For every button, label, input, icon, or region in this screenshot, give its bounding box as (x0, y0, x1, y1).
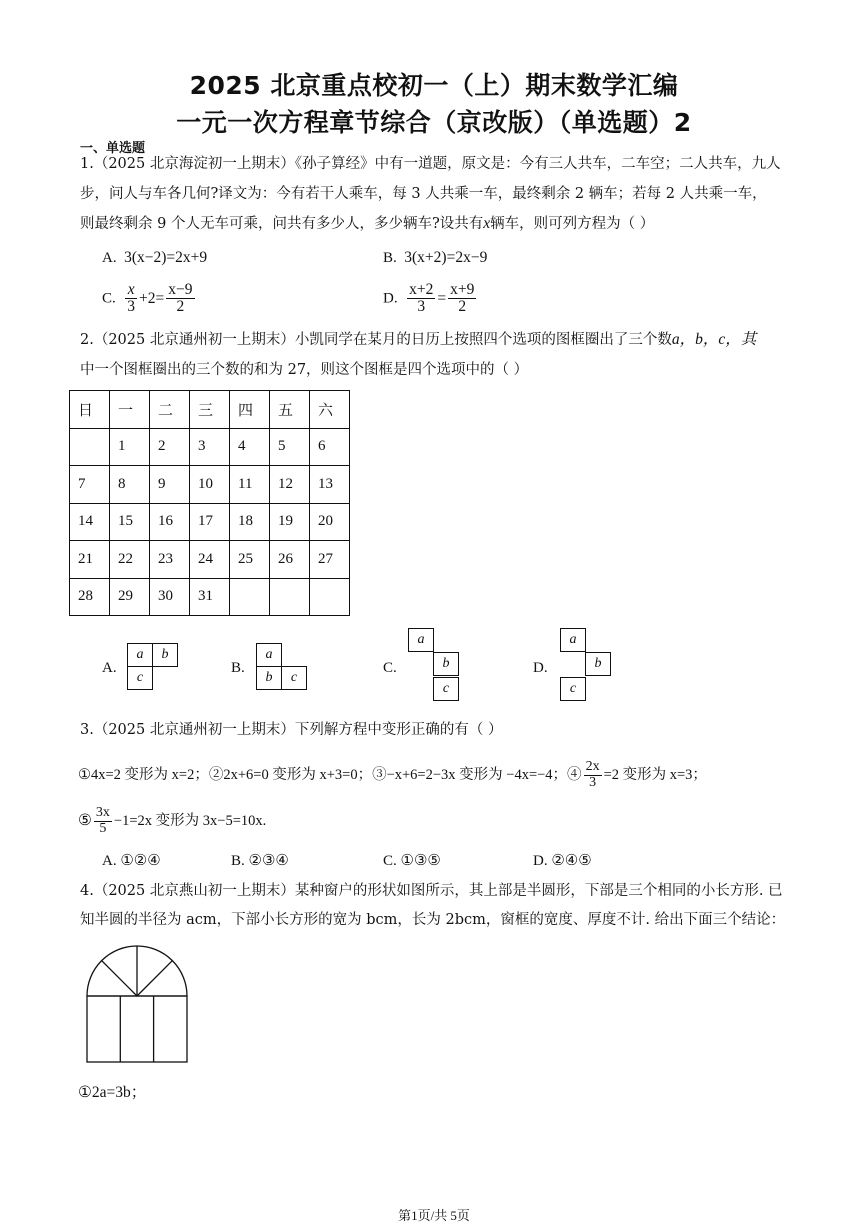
calendar-cell: 6 (310, 428, 350, 466)
calendar-header-row (70, 391, 350, 429)
calendar-cell: 31 (190, 578, 230, 616)
calendar-cell: 15 (110, 503, 150, 541)
q1-option-c[interactable]: C. $\frac{x}{3}$ +2= $\frac{x-9}{2}$ (102, 281, 193, 316)
calendar-cell: 16 (150, 503, 190, 541)
q2-option-d-label[interactable]: D. (533, 660, 548, 676)
figure-cell-a: a (560, 628, 586, 652)
figure-cell-a: a (408, 628, 434, 652)
window-radius-line (102, 961, 137, 996)
q2-option-c-label[interactable]: C. (383, 660, 397, 676)
calendar-row (70, 503, 350, 541)
q4-line-2: 知半圆的半径为 acm，下部小长方形的宽为 bcm，长为 2bcm，窗框的宽度、厚度不计. 给出下面三个结论： (80, 912, 786, 928)
q1-line-3: 则最终剩余 9 个人无车可乘，问共有多少人，多少辆车?设共有x辆车，则可列方程为（ ） (80, 215, 655, 232)
calendar-cell: 9 (150, 466, 190, 504)
calendar-cell: 2 (150, 428, 190, 466)
figure-cell-b: b (433, 652, 459, 676)
calendar-cell: 27 (310, 541, 350, 579)
q3-option-d[interactable]: D. ②④⑤ (533, 853, 592, 869)
figure-cell-c: c (127, 666, 153, 690)
calendar-cell: 13 (310, 466, 350, 504)
calendar-cell: 20 (310, 503, 350, 541)
q3-line-1: 3.（2025 北京通州初一上期末）下列解方程中变形正确的有（ ） (80, 722, 503, 738)
figure-cell-a: a (127, 643, 153, 667)
calendar-cell (270, 578, 310, 616)
calendar-cell: 11 (230, 466, 270, 504)
calendar-cell: 22 (110, 541, 150, 579)
calendar-cell: 12 (270, 466, 310, 504)
q3-option-b[interactable]: B. ②③④ (231, 853, 289, 869)
q4-line-1: 4.（2025 北京燕山初一上期末）某种窗户的形状如图所示，其上部是半圆形，下部是三个相同的小长方形. 已 (80, 883, 783, 899)
q4-conclusion-1: ①2a=3b； (78, 1084, 147, 1101)
calendar-cell: 10 (190, 466, 230, 504)
calendar-cell: 24 (190, 541, 230, 579)
calendar-cell: 8 (110, 466, 150, 504)
window-figure (84, 943, 190, 1065)
calendar-header-cell: 二 (150, 391, 190, 429)
q1-option-b[interactable]: B. 3(x+2)=2x−9 (383, 249, 488, 266)
calendar-cell: 1 (110, 428, 150, 466)
q1-line-1: 1.（2025 北京海淀初一上期末）《孙子算经》中有一道题，原文是：今有三人共车，二车空；二人共车，九人 (80, 156, 781, 172)
figure-cell-c: c (560, 677, 586, 701)
page-subtitle: 一元一次方程章节综合（京改版）（单选题）2 (176, 108, 692, 137)
calendar-cell: 3 (190, 428, 230, 466)
q1-line-2: 步，问人与车各几何?译文为：今有若干人乘车，每 3 人共乘一车，最终剩余 2 辆车；若每 2 人共乘一车， (80, 186, 767, 202)
calendar-cell: 25 (230, 541, 270, 579)
q3-option-a[interactable]: A. ①②④ (102, 853, 161, 869)
calendar-cell: 28 (70, 578, 110, 616)
calendar-cell: 17 (190, 503, 230, 541)
figure-cell-b: b (152, 643, 178, 667)
q3-items-line: ①4x=2 变形为 x=2；②2x+6=0 变形为 x+3=0；③−x+6=2−3x 变形为 −4x=−4；④ $\frac{2x}{3}$ =2 变形为 x=3； (78, 759, 707, 790)
q2-line-2: 中一个图框圈出的三个数的和为 27，则这个图框是四个选项中的（ ） (80, 362, 529, 378)
calendar-header-cell: 五 (270, 391, 310, 429)
calendar-row (70, 428, 350, 466)
q1-option-a[interactable]: A. 3(x−2)=2x+9 (102, 249, 208, 266)
q2-option-a-label[interactable]: A. (102, 660, 117, 676)
calendar-header-cell: 六 (310, 391, 350, 429)
calendar-cell: 29 (110, 578, 150, 616)
section-heading: 一、单选题 (80, 141, 146, 156)
calendar-header-cell: 三 (190, 391, 230, 429)
calendar-cell: 26 (270, 541, 310, 579)
calendar-table (69, 390, 350, 616)
calendar-cell: 14 (70, 503, 110, 541)
calendar-cell: 19 (270, 503, 310, 541)
calendar-cell: 4 (230, 428, 270, 466)
calendar-cell: 21 (70, 541, 110, 579)
calendar-cell (310, 578, 350, 616)
q1-option-d[interactable]: D. $\frac{x+2}{3}$ = $\frac{x+9}{2}$ (383, 281, 475, 316)
calendar-header-cell: 日 (70, 391, 110, 429)
figure-cell-c: c (281, 666, 307, 690)
calendar-cell: 18 (230, 503, 270, 541)
calendar-cell: 23 (150, 541, 190, 579)
figure-cell-c: c (433, 677, 459, 701)
calendar-row (70, 466, 350, 504)
calendar-row (70, 541, 350, 579)
q3-option-c[interactable]: C. ①③⑤ (383, 853, 441, 869)
calendar-header-cell: 一 (110, 391, 150, 429)
page-footer: 第1页/共 5页 (398, 1208, 470, 1223)
q2-line-1: 2.（2025 北京通州初一上期末）小凯同学在某月的日历上按照四个选项的图框圈出了三个数a，b，c，其 (80, 331, 757, 348)
page-title: 2025 北京重点校初一（上）期末数学汇编 (189, 71, 679, 100)
window-lower-frame (87, 996, 187, 1062)
q3-item-5: ⑤ $\frac{3x}{5}$ −1=2x 变形为 3x−5=10x. (78, 805, 267, 836)
calendar-cell: 30 (150, 578, 190, 616)
calendar-cell (230, 578, 270, 616)
figure-cell-a: a (256, 643, 282, 667)
figure-cell-b: b (256, 666, 282, 690)
window-radius-line (137, 961, 172, 996)
calendar-cell (70, 428, 110, 466)
figure-cell-b: b (585, 652, 611, 676)
calendar-row (70, 578, 350, 616)
calendar-cell: 5 (270, 428, 310, 466)
q2-option-b-label[interactable]: B. (231, 660, 245, 676)
calendar-header-cell: 四 (230, 391, 270, 429)
calendar-cell: 7 (70, 466, 110, 504)
